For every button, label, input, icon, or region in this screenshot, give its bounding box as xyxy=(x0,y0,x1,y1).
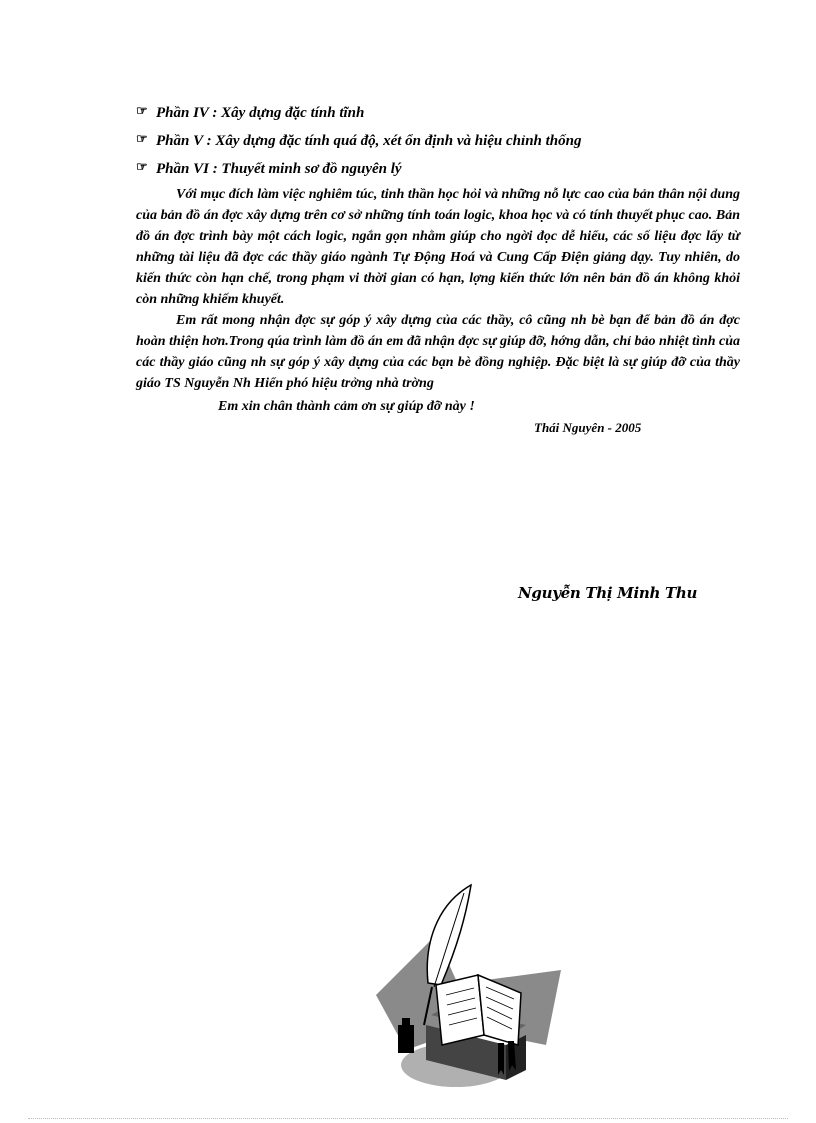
section-title: Phần IV : Xây dựng đặc tính tĩnh xyxy=(156,105,365,121)
section-item-5 xyxy=(136,128,740,152)
section-title: Phần VI : Thuyết minh sơ đồ nguyên lý xyxy=(156,161,402,177)
hand-pointer-icon: ☞ xyxy=(136,131,148,146)
place-date: Thái Nguyên - 2005 xyxy=(534,420,642,435)
book-quill-icon xyxy=(366,875,566,1091)
section-title: Phần V : Xây dựng đặc tính quá độ, xét ổn định và hiệu chỉnh thống xyxy=(156,133,582,149)
page-bottom-border xyxy=(28,1118,788,1119)
hand-pointer-icon: ☞ xyxy=(136,159,148,174)
intro-paragraph: Với mục đích làm việc nghiêm túc, tinh thần học hỏi và những nỗ lực cao của bản thân nội dung của bản đồ án đợc xây dựng trên cơ sở những tính toán logic, khoa học và có tính thuyết phục cao. Bản đồ án đợc trình bày một cách logic, ngắn gọn nhằm giúp cho ngời đọc dễ hiểu, các số liệu đợc lấy từ những tài liệu đã đợc các thầy giáo ngành Tự Động Hoá và Cung Cấp Điện giảng dạy. Tuy nhiên, do kiến thức còn hạn chế, trong phạm vi thời gian có hạn, lợng kiến thức lớn nên bản đồ án không khỏi còn những khiếm khuyết. xyxy=(136,187,740,307)
hand-pointer-icon: ☞ xyxy=(136,103,148,118)
signature-name: Nguyễn Thị Minh Thu xyxy=(518,584,698,602)
section-item-6 xyxy=(136,156,740,180)
acknowledgement-paragraph: Em rất mong nhận đợc sự góp ý xây dựng của các thầy, cô cũng nh bè bạn để bản đồ án đợc hoàn thiện hơn.Trong qúa trình làm đồ án em đã nhận đợc sự giúp đỡ, hớng dẫn, chỉ bảo nhiệt tình của các thầy giáo cũng nh sự góp ý xây dựng của các bạn bè đồng nghiệp. Đặc biệt là sự giúp đỡ của thầy giáo TS Nguyễn Nh Hiển phó hiệu trởng nhà trờng xyxy=(136,313,740,391)
section-item-4 xyxy=(136,100,740,124)
thanks-line: Em xin chân thành cảm ơn sự giúp đỡ này ! xyxy=(218,399,475,414)
document-body xyxy=(136,100,740,438)
